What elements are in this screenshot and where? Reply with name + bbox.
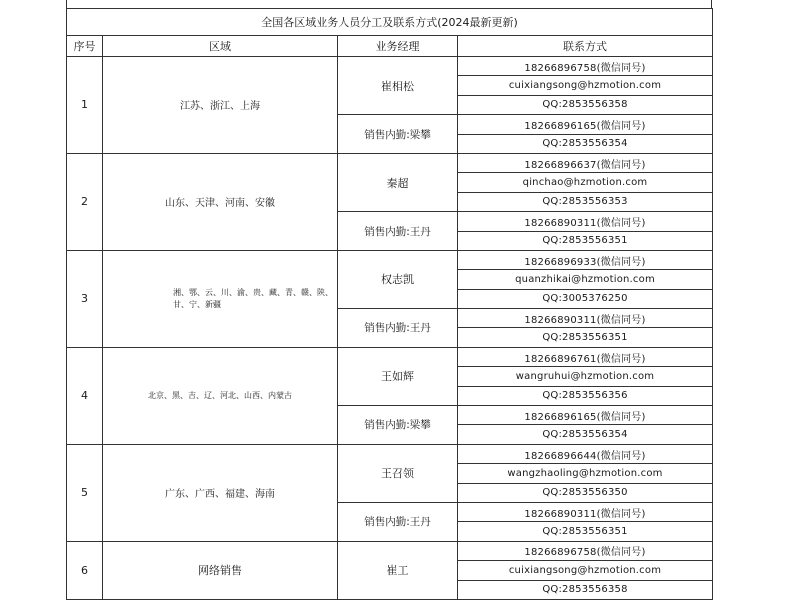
contact-qq: QQ:2853556351 <box>458 522 713 541</box>
contact-phone: 18266896637(微信同号) <box>458 153 713 172</box>
header-contact: 联系方式 <box>458 36 713 57</box>
contact-qq: QQ:2853556351 <box>458 231 713 250</box>
sales-assistant: 销售内勤:梁攀 <box>338 406 458 445</box>
contact-phone: 18266896165(微信同号) <box>458 115 713 134</box>
row-index: 3 <box>67 250 103 347</box>
row-index: 5 <box>67 444 103 541</box>
table-top-edge <box>66 0 712 8</box>
contact-qq: QQ:2853556354 <box>458 425 713 444</box>
contact-phone: 18266896644(微信同号) <box>458 444 713 463</box>
row-index: 1 <box>67 57 103 154</box>
contact-email[interactable]: quanzhikai@hzmotion.com <box>458 270 713 289</box>
sales-assistant: 销售内勤:王丹 <box>338 212 458 251</box>
manager-name: 崔工 <box>338 541 458 599</box>
region-cell: 北京、黑、吉、辽、河北、山西、内蒙古 <box>103 347 338 444</box>
header-region: 区域 <box>103 36 338 57</box>
contact-email[interactable]: cuixiangsong@hzmotion.com <box>458 76 713 95</box>
contact-qq: QQ:2853556354 <box>458 134 713 153</box>
table-body <box>67 57 713 600</box>
table-row <box>67 541 713 560</box>
row-index: 6 <box>67 541 103 599</box>
region-cell: 山东、天津、河南、安徽 <box>103 153 338 250</box>
contact-email[interactable]: cuixiangsong@hzmotion.com <box>458 561 713 580</box>
contact-phone: 18266890311(微信同号) <box>458 502 713 521</box>
contact-qq: QQ:2853556358 <box>458 580 713 599</box>
contact-qq: QQ:2853556358 <box>458 95 713 114</box>
contact-qq: QQ:2853556356 <box>458 386 713 405</box>
row-index: 4 <box>67 347 103 444</box>
region-cell: 江苏、浙江、上海 <box>103 57 338 154</box>
sales-assistant: 销售内勤:梁攀 <box>338 115 458 154</box>
contact-table <box>66 8 713 600</box>
contact-qq: QQ:2853556351 <box>458 328 713 347</box>
contact-phone: 18266896933(微信同号) <box>458 250 713 269</box>
row-index: 2 <box>67 153 103 250</box>
contact-email[interactable]: wangzhaoling@hzmotion.com <box>458 464 713 483</box>
table-row <box>67 250 713 269</box>
table-row <box>67 347 713 366</box>
contact-qq: QQ:2853556353 <box>458 192 713 211</box>
contact-phone: 18266896761(微信同号) <box>458 347 713 366</box>
contact-phone: 18266896758(微信同号) <box>458 57 713 76</box>
contact-qq: QQ:2853556350 <box>458 483 713 502</box>
region-cell: 网络销售 <box>103 541 338 599</box>
contact-phone: 18266890311(微信同号) <box>458 309 713 328</box>
contact-phone: 18266896758(微信同号) <box>458 541 713 560</box>
manager-name: 秦超 <box>338 153 458 211</box>
sales-assistant: 销售内勤:王丹 <box>338 309 458 348</box>
table-row <box>67 57 713 76</box>
contact-qq: QQ:3005376250 <box>458 289 713 308</box>
contact-phone: 18266890311(微信同号) <box>458 212 713 231</box>
region-cell: 湘、鄂、云、川、渝、贵、藏、青、赣、陕、甘、宁、新疆 <box>103 250 338 347</box>
table-row <box>67 153 713 172</box>
manager-name: 崔相松 <box>338 57 458 115</box>
contact-email[interactable]: qinchao@hzmotion.com <box>458 173 713 192</box>
sales-assistant: 销售内勤:王丹 <box>338 502 458 541</box>
table-row <box>67 444 713 463</box>
region-cell: 广东、广西、福建、海南 <box>103 444 338 541</box>
header-manager: 业务经理 <box>338 36 458 57</box>
manager-name: 权志凯 <box>338 250 458 308</box>
header-index: 序号 <box>67 36 103 57</box>
table-title: 全国各区域业务人员分工及联系方式(2024最新更新) <box>67 9 713 36</box>
contact-email[interactable]: wangruhui@hzmotion.com <box>458 367 713 386</box>
manager-name: 王召领 <box>338 444 458 502</box>
manager-name: 王如辉 <box>338 347 458 405</box>
contact-phone: 18266896165(微信同号) <box>458 406 713 425</box>
